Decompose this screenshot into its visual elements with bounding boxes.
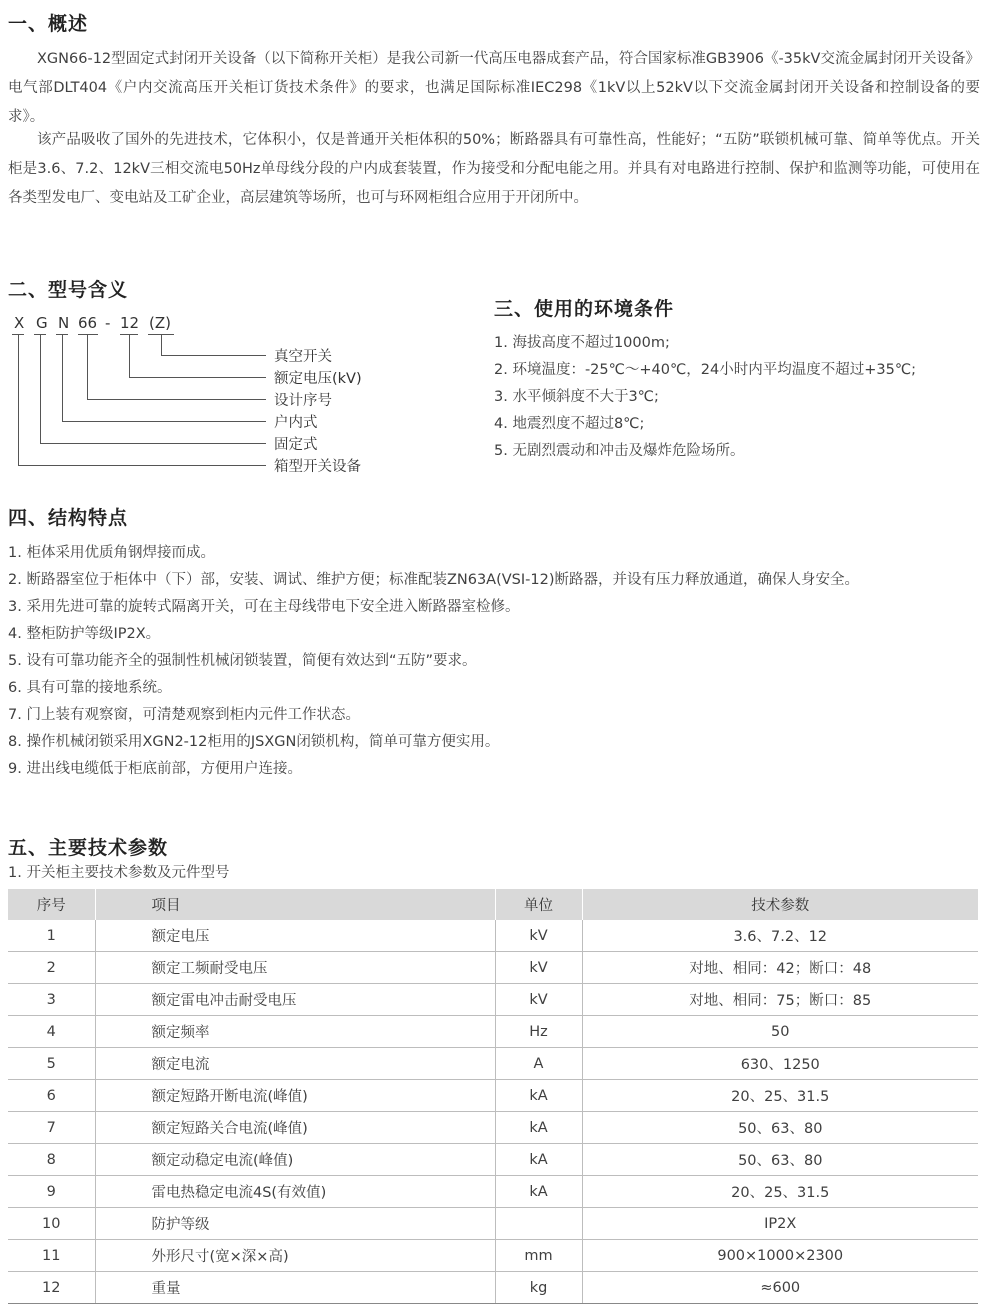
cell-value: 50、63、80: [582, 1144, 978, 1176]
cell-no: 11: [8, 1240, 95, 1272]
cell-value: 对地、相同：42；断口：48: [582, 952, 978, 984]
table-row: [8, 1272, 978, 1304]
leader-line: [62, 421, 266, 422]
model-label-indoor: 户内式: [274, 415, 318, 431]
leader-line: [161, 335, 162, 355]
code-part-12: 12: [120, 314, 140, 332]
model-label-design-number: 设计序号: [274, 393, 332, 409]
cell-no: 10: [8, 1208, 95, 1240]
cell-unit: A: [495, 1048, 582, 1080]
model-code-diagram: [8, 306, 478, 486]
environment-list: [494, 330, 980, 465]
cell-value: 900×1000×2300: [582, 1240, 978, 1272]
model-label-rated-voltage: 额定电压(kV): [274, 371, 362, 387]
code-underline: [78, 334, 98, 335]
model-label-fixed: 固定式: [274, 437, 318, 453]
cell-item: 额定短路开断电流(峰值): [95, 1080, 495, 1112]
list-item: 9. 进出线电缆低于柜底前部，方便用户连接。: [8, 761, 302, 777]
code-part-n: N: [58, 314, 70, 332]
table-row: [8, 1016, 978, 1048]
list-item: 7. 门上装有观察窗，可清楚观察到柜内元件工作状态。: [8, 707, 360, 723]
section-title-environment: 三、使用的环境条件: [494, 298, 675, 320]
list-item: 2. 环境温度：-25℃～+40℃，24小时内平均温度不超过+35℃;: [494, 362, 917, 378]
cell-item: 额定动稳定电流(峰值): [95, 1144, 495, 1176]
cell-value: 20、25、31.5: [582, 1176, 978, 1208]
overview-paragraph-2: 该产品吸收了国外的先进技术，它体积小，仅是普通开关柜体积的50%；断路器具有可靠性高，性能好；“五防”联锁机械可靠、简单等优点。开关柜是3.6、7.2、12kV三相交流电50Hz单母线分段的户内成套装置，作为接受和分配电能之用。并具有对电路进行控制、保护和监测等功能，可使用在各类型发电厂、变电站及工矿企业，高层建筑等场所，也可与环网柜组合应用于开闭所中。: [8, 132, 980, 206]
leader-line: [129, 377, 266, 378]
parameter-table: [8, 889, 978, 1304]
list-item: 4. 整柜防护等级IP2X。: [8, 626, 161, 642]
leader-line: [62, 335, 63, 421]
cell-value: 3.6、7.2、12: [582, 920, 978, 952]
cell-unit: kA: [495, 1144, 582, 1176]
cell-no: 1: [8, 920, 95, 952]
code-part-z: (Z): [149, 314, 171, 332]
table-row: [8, 1240, 978, 1272]
cell-value: 50、63、80: [582, 1112, 978, 1144]
cell-unit: kg: [495, 1272, 582, 1304]
section-title-model: 二、型号含义: [8, 279, 129, 301]
cell-unit: kA: [495, 1176, 582, 1208]
cell-value: ≈600: [582, 1272, 978, 1304]
cell-item: 重量: [95, 1272, 495, 1304]
table-caption: 1. 开关柜主要技术参数及元件型号: [8, 865, 230, 881]
cell-unit: mm: [495, 1240, 582, 1272]
table-row: [8, 952, 978, 984]
cell-unit: kA: [495, 1112, 582, 1144]
cell-unit: kV: [495, 984, 582, 1016]
leader-line: [40, 443, 266, 444]
table-header-row: [8, 889, 978, 920]
table-row: [8, 1080, 978, 1112]
list-item: 3. 水平倾斜度不大于3℃;: [494, 389, 659, 405]
cell-no: 6: [8, 1080, 95, 1112]
list-item: 3. 采用先进可靠的旋转式隔离开关，可在主母线带电下安全进入断路器室检修。: [8, 599, 520, 615]
table-row: [8, 1176, 978, 1208]
leader-line: [161, 355, 266, 356]
table-row: [8, 1112, 978, 1144]
cell-item: 雷电热稳定电流4S(有效值): [95, 1176, 495, 1208]
cell-unit: kV: [495, 920, 582, 952]
cell-unit: [495, 1208, 582, 1240]
header-value: 技术参数: [582, 889, 978, 920]
list-item: 2. 断路器室位于柜体中（下）部，安装、调试、维护方便；标准配装ZN63A(VSI-12)断路器，并设有压力释放通道，确保人身安全。: [8, 572, 859, 588]
cell-no: 5: [8, 1048, 95, 1080]
cell-item: 额定雷电冲击耐受电压: [95, 984, 495, 1016]
list-item: 4. 地震烈度不超过8℃;: [494, 416, 645, 432]
code-part-x: X: [14, 314, 25, 332]
cell-item: 额定频率: [95, 1016, 495, 1048]
table-row: [8, 1144, 978, 1176]
cell-item: 防护等级: [95, 1208, 495, 1240]
header-no: 序号: [8, 889, 95, 920]
cell-value: 20、25、31.5: [582, 1080, 978, 1112]
list-item: 1. 柜体采用优质角钢焊接而成。: [8, 545, 215, 561]
cell-value: 50: [582, 1016, 978, 1048]
table-row: [8, 920, 978, 952]
structure-list: [8, 540, 980, 783]
cell-item: 额定电压: [95, 920, 495, 952]
cell-item: 额定电流: [95, 1048, 495, 1080]
code-part-dash: -: [105, 314, 111, 332]
leader-line: [87, 399, 266, 400]
leader-line: [18, 465, 266, 466]
overview-paragraph-1: XGN66-12型固定式封闭开关设备（以下简称开关柜）是我公司新一代高压电器成套产品，符合国家标准GB3906《-35kV交流金属封闭开关设备》电气部DLT404《户内交流高压开关柜订货技术条件》的要求，也满足国际标准IEC298《1kV以上52kV以下交流金属封闭开关设备和控制设备的要求》。: [8, 51, 980, 125]
table-row: [8, 1048, 978, 1080]
table-row: [8, 984, 978, 1016]
cell-item: 外形尺寸(宽×深×高): [95, 1240, 495, 1272]
list-item: 5. 设有可靠功能齐全的强制性机械闭锁装置，简便有效达到“五防”要求。: [8, 653, 477, 669]
header-unit: 单位: [495, 889, 582, 920]
leader-line: [87, 335, 88, 399]
cell-value: 630、1250: [582, 1048, 978, 1080]
cell-unit: kA: [495, 1080, 582, 1112]
cell-item: 额定短路关合电流(峰值): [95, 1112, 495, 1144]
leader-line: [18, 335, 19, 465]
section-title-structure: 四、结构特点: [8, 507, 129, 529]
model-label-vacuum-switch: 真空开关: [274, 349, 332, 365]
cell-item: 额定工频耐受电压: [95, 952, 495, 984]
section-title-overview: 一、概述: [8, 13, 89, 35]
cell-no: 7: [8, 1112, 95, 1144]
code-part-g: G: [36, 314, 48, 332]
cell-no: 8: [8, 1144, 95, 1176]
cell-unit: Hz: [495, 1016, 582, 1048]
list-item: 6. 具有可靠的接地系统。: [8, 680, 172, 696]
leader-line: [40, 335, 41, 443]
list-item: 5. 无剧烈震动和冲击及爆炸危险场所。: [494, 443, 745, 459]
model-label-box-switchgear: 箱型开关设备: [274, 459, 361, 475]
section-title-parameters: 五、主要技术参数: [8, 837, 169, 859]
header-item: 项目: [95, 889, 495, 920]
code-part-66: 66: [78, 314, 98, 332]
leader-line: [129, 335, 130, 377]
cell-unit: kV: [495, 952, 582, 984]
table-row: [8, 1208, 978, 1240]
cell-value: 对地、相同：75；断口：85: [582, 984, 978, 1016]
cell-no: 12: [8, 1272, 95, 1304]
cell-no: 4: [8, 1016, 95, 1048]
cell-no: 2: [8, 952, 95, 984]
list-item: 1. 海拔高度不超过1000m;: [494, 335, 670, 351]
list-item: 8. 操作机械闭锁采用XGN2-12柜用的JSXGN闭锁机构，简单可靠方便实用。: [8, 734, 500, 750]
cell-no: 9: [8, 1176, 95, 1208]
cell-no: 3: [8, 984, 95, 1016]
cell-value: IP2X: [582, 1208, 978, 1240]
